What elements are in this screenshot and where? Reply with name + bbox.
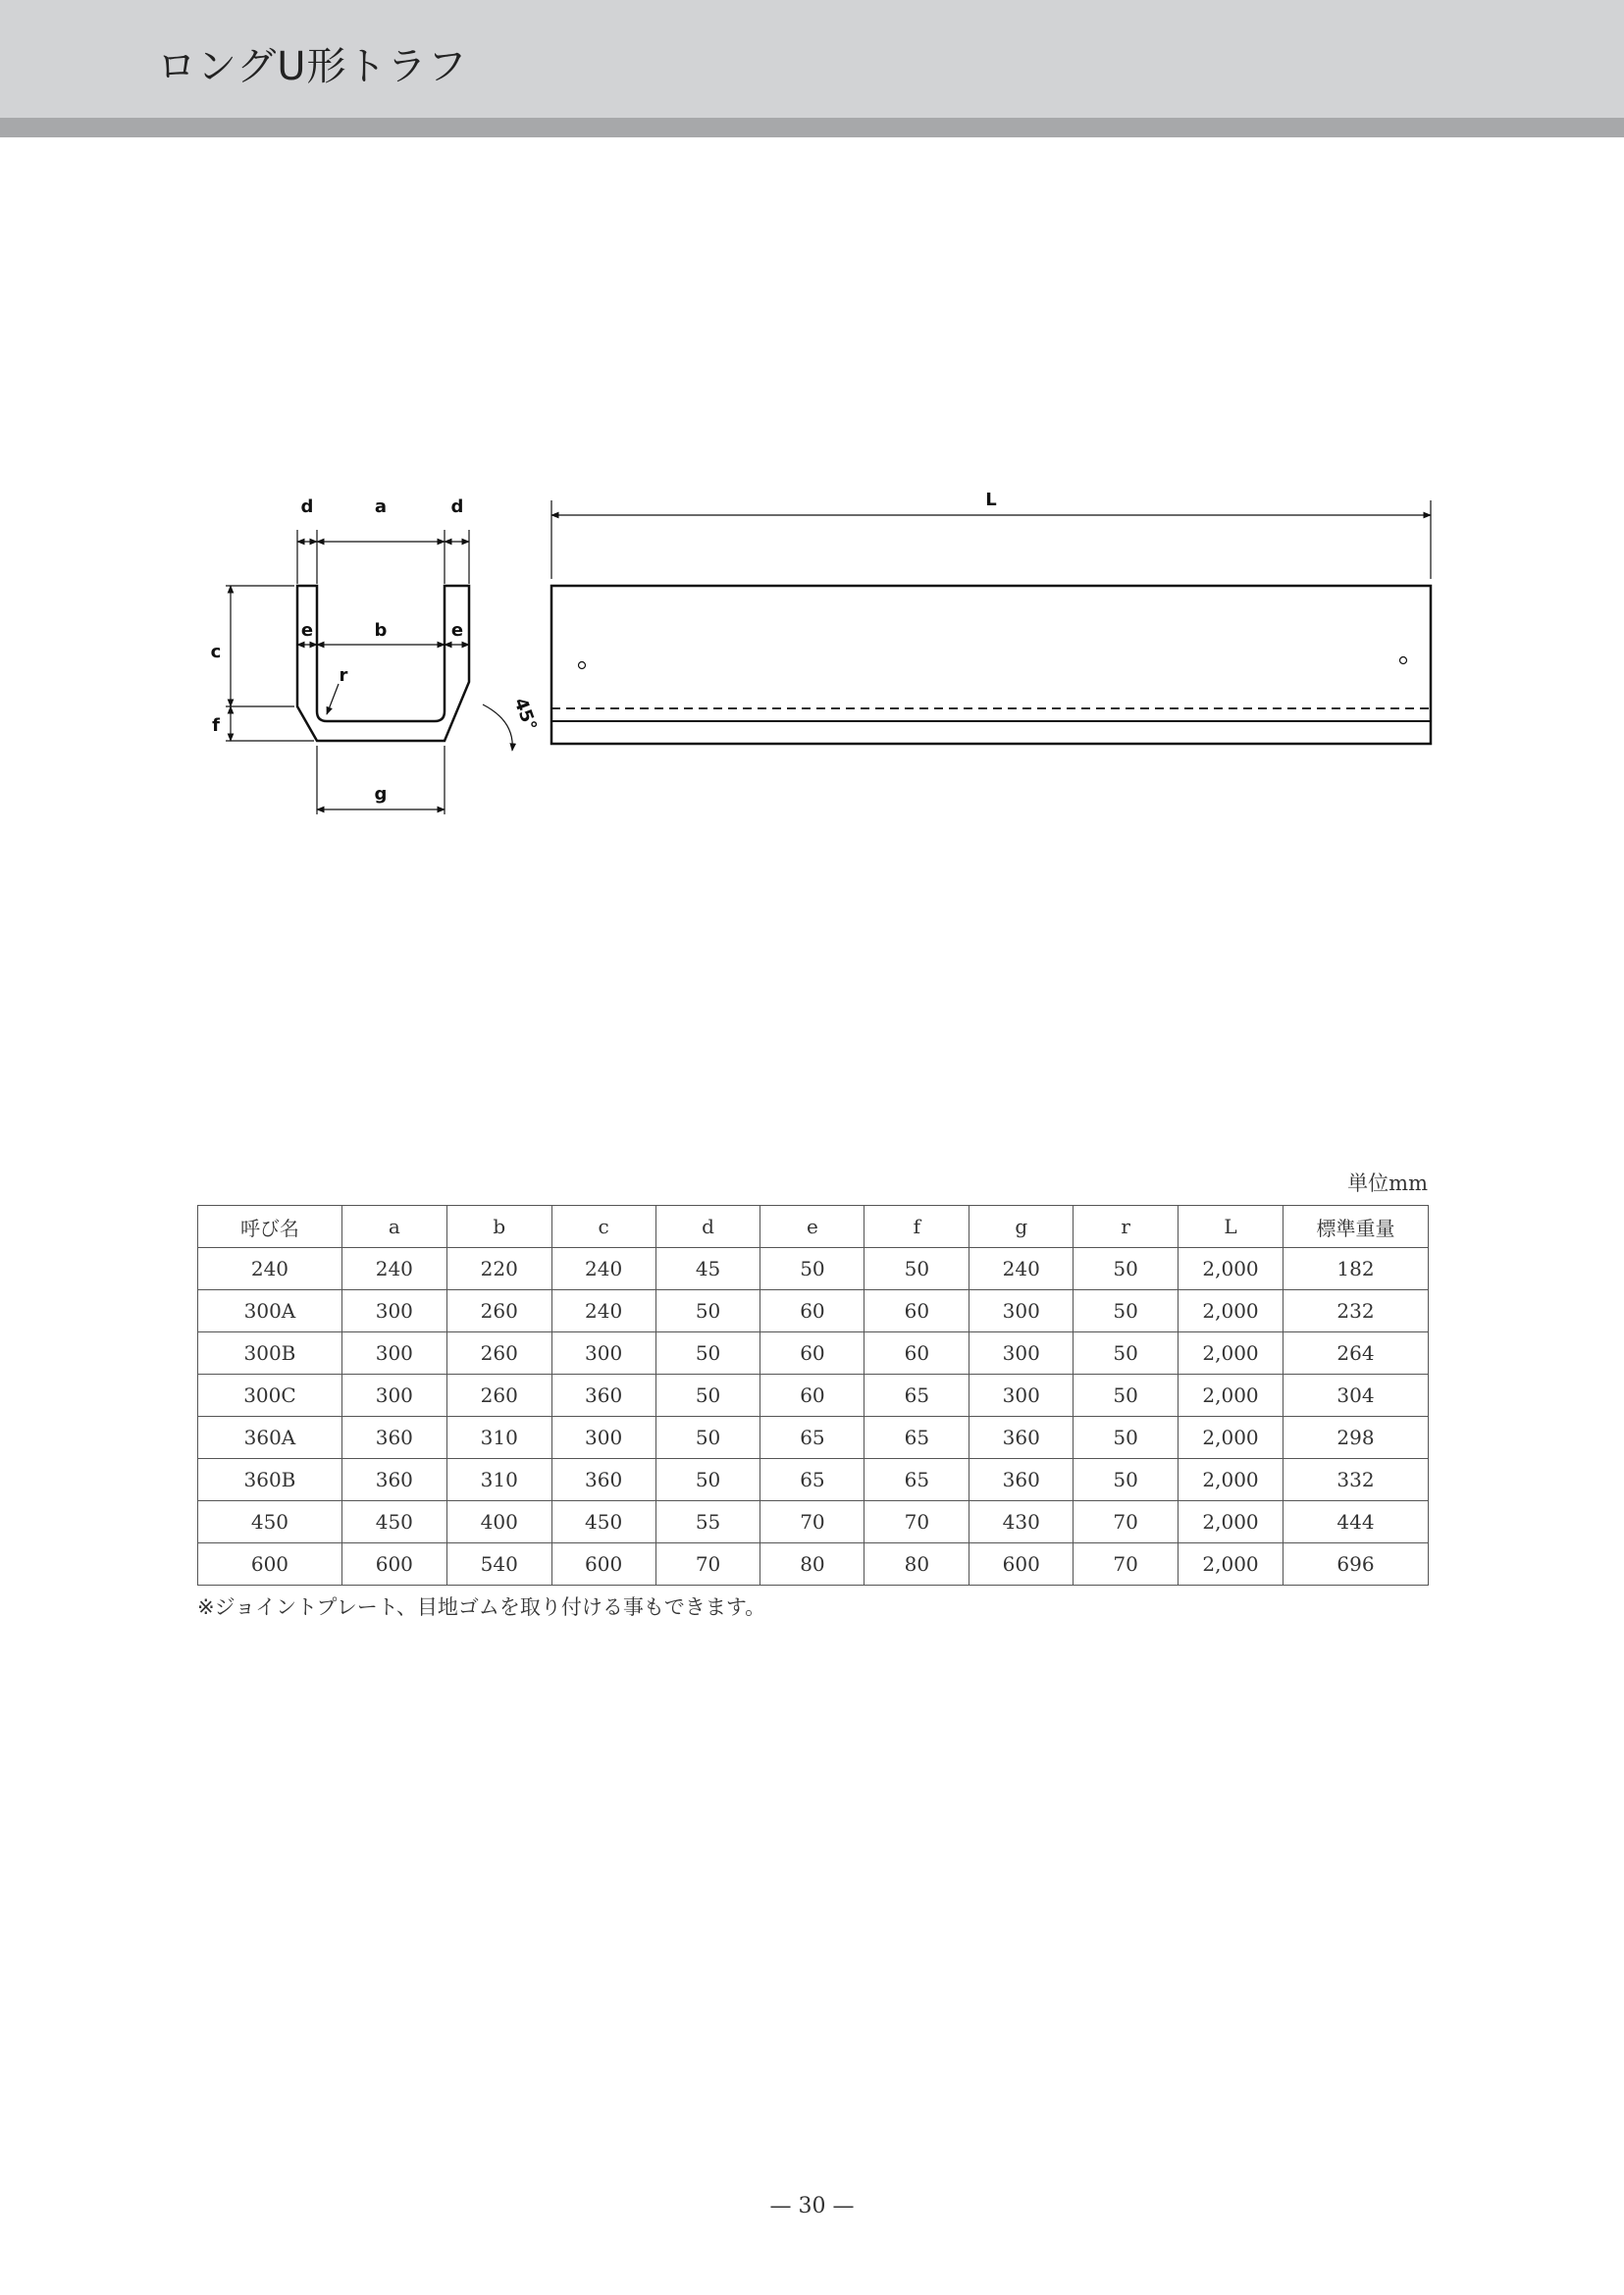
table-cell: 65 [760,1417,864,1459]
dim-label-r: r [339,665,348,686]
table-row [198,1290,1429,1332]
table-cell: 360 [341,1417,446,1459]
table-row [198,1375,1429,1417]
table-cell: 696 [1283,1543,1429,1586]
table-cell: 80 [760,1543,864,1586]
row-name-cell: 240 [198,1248,342,1290]
table-cell: 70 [1074,1543,1179,1586]
table-header-row [198,1206,1429,1248]
table-cell: 2,000 [1179,1417,1283,1459]
table-cell: 60 [864,1332,969,1375]
unit-label: 単位mm [1347,1172,1428,1195]
table-row [198,1332,1429,1375]
column-header: c [551,1206,655,1248]
table-cell: 300 [969,1375,1074,1417]
table-cell: 240 [551,1290,655,1332]
table-cell: 50 [1074,1417,1179,1459]
table-cell: 430 [969,1501,1074,1543]
table-cell: 310 [446,1459,551,1501]
table-cell: 60 [760,1375,864,1417]
page-header [0,0,1624,118]
column-header: b [446,1206,551,1248]
table-cell: 80 [864,1543,969,1586]
table-cell: 450 [341,1501,446,1543]
table-cell: 260 [446,1332,551,1375]
table-cell: 298 [1283,1417,1429,1459]
table-cell: 360 [551,1375,655,1417]
table-cell: 300 [551,1417,655,1459]
table-cell: 45 [655,1248,760,1290]
table-cell: 65 [864,1459,969,1501]
table-cell: 65 [864,1417,969,1459]
dim-label-L: L [985,490,997,510]
dim-label-b: b [374,620,388,641]
table-cell: 182 [1283,1248,1429,1290]
side-elevation-view [551,586,1431,744]
trough-drawing [196,481,1452,834]
table-cell: 332 [1283,1459,1429,1501]
row-name-cell: 300C [198,1375,342,1417]
table-cell: 50 [760,1248,864,1290]
table-cell: 300 [969,1332,1074,1375]
table-row [198,1248,1429,1290]
row-name-cell: 600 [198,1543,342,1586]
table-cell: 540 [446,1543,551,1586]
column-header: g [969,1206,1074,1248]
table-cell: 304 [1283,1375,1429,1417]
page-number: — 30 — [769,2194,855,2218]
footnote: ※ジョイントプレート、目地ゴムを取り付ける事もできます。 [197,1595,766,1619]
table-cell: 50 [655,1332,760,1375]
table-cell: 2,000 [1179,1543,1283,1586]
row-name-cell: 360A [198,1417,342,1459]
table-cell: 444 [1283,1501,1429,1543]
table-cell: 360 [551,1459,655,1501]
table-cell: 2,000 [1179,1248,1283,1290]
table-cell: 2,000 [1179,1332,1283,1375]
table-cell: 600 [551,1543,655,1586]
table-cell: 310 [446,1417,551,1459]
column-header: 呼び名 [198,1206,342,1248]
table-cell: 260 [446,1290,551,1332]
table-cell: 300 [551,1332,655,1375]
table-cell: 50 [864,1248,969,1290]
dim-label-c: c [210,642,222,662]
mounting-hole-right [1400,657,1407,664]
trough-side-outline [551,586,1431,744]
row-name-cell: 300B [198,1332,342,1375]
table-row [198,1417,1429,1459]
dim-label-e-left: e [300,620,314,641]
table-cell: 50 [1074,1332,1179,1375]
table-cell: 360 [969,1459,1074,1501]
table-cell: 50 [1074,1290,1179,1332]
table-cell: 360 [969,1417,1074,1459]
dim-label-d-right: d [450,496,464,517]
table-row [198,1501,1429,1543]
table-cell: 50 [655,1290,760,1332]
table-cell: 70 [760,1501,864,1543]
spec-table-body [198,1248,1429,1586]
table-cell: 600 [969,1543,1074,1586]
column-header: f [864,1206,969,1248]
column-header: a [341,1206,446,1248]
dim-label-d-left: d [300,496,314,517]
row-name-cell: 300A [198,1290,342,1332]
table-cell: 450 [551,1501,655,1543]
dim-label-e-right: e [450,620,464,641]
table-cell: 2,000 [1179,1501,1283,1543]
table-cell: 360 [341,1459,446,1501]
column-header: r [1074,1206,1179,1248]
table-cell: 300 [969,1290,1074,1332]
table-cell: 65 [864,1375,969,1417]
column-header: d [655,1206,760,1248]
table-cell: 2,000 [1179,1290,1283,1332]
table-cell: 240 [551,1248,655,1290]
row-name-cell: 360B [198,1459,342,1501]
table-cell: 240 [341,1248,446,1290]
table-cell: 400 [446,1501,551,1543]
cross-section-view [297,586,469,741]
dim-label-g: g [374,784,388,805]
table-cell: 70 [864,1501,969,1543]
table-cell: 240 [969,1248,1074,1290]
table-cell: 220 [446,1248,551,1290]
mounting-hole-left [579,662,586,669]
table-cell: 50 [655,1459,760,1501]
dim-label-a: a [374,496,388,517]
table-cell: 260 [446,1375,551,1417]
table-cell: 50 [1074,1248,1179,1290]
dim-label-angle: 45° [509,695,541,734]
table-cell: 264 [1283,1332,1429,1375]
table-cell: 65 [760,1459,864,1501]
table-cell: 70 [655,1543,760,1586]
table-cell: 50 [1074,1375,1179,1417]
header-accent-bar [0,118,1624,137]
table-cell: 70 [1074,1501,1179,1543]
table-cell: 60 [760,1290,864,1332]
u-trough-profile [297,586,469,741]
table-row [198,1459,1429,1501]
table-row [198,1543,1429,1586]
row-name-cell: 450 [198,1501,342,1543]
table-cell: 300 [341,1290,446,1332]
column-header: e [760,1206,864,1248]
table-cell: 600 [341,1543,446,1586]
spec-table [197,1205,1429,1586]
table-cell: 2,000 [1179,1459,1283,1501]
dim-label-f: f [212,715,220,736]
table-cell: 232 [1283,1290,1429,1332]
column-header: 標準重量 [1283,1206,1429,1248]
table-cell: 60 [760,1332,864,1375]
column-header: L [1179,1206,1283,1248]
table-cell: 300 [341,1375,446,1417]
table-cell: 2,000 [1179,1375,1283,1417]
table-cell: 55 [655,1501,760,1543]
page-title: ロングU形トラフ [157,44,468,89]
table-cell: 50 [655,1417,760,1459]
table-cell: 60 [864,1290,969,1332]
table-cell: 50 [1074,1459,1179,1501]
table-cell: 50 [655,1375,760,1417]
table-cell: 300 [341,1332,446,1375]
